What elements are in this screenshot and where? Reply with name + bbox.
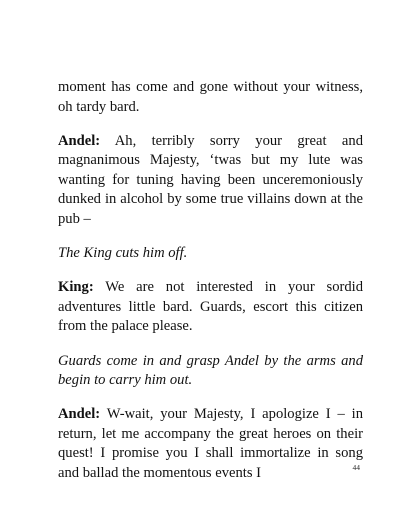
stage-direction-text: Guards come in and grasp Andel by the arms and begin to carry him out. (58, 352, 363, 389)
speaker-name: Andel: (58, 132, 101, 149)
dialogue-text: We are not interested in your sordid adventures little bard. Guards, escort this citizen from the palace please. (58, 279, 363, 335)
speaker-name: Andel: (58, 406, 101, 423)
speaker-name: King: (58, 279, 94, 296)
stage-direction-text: The King cuts him off. (58, 245, 188, 262)
stage-direction (58, 352, 363, 391)
dialogue-text: moment has come and gone without your witness, oh tardy bard. (58, 79, 363, 115)
dialogue-text: W-wait, your Majesty, I apologize I – in return, let me accompany the great heroes on their quest! I promise you I shall immortalize in song and ballad the momentous events I (58, 406, 363, 481)
dialogue-andel-2 (58, 405, 363, 483)
script-page (58, 78, 363, 498)
dialogue-king (58, 278, 363, 337)
page-number: 44 (352, 463, 360, 472)
dialogue-andel-1 (58, 132, 363, 230)
stage-direction (58, 244, 363, 264)
dialogue-text: Ah, terribly sorry your great and magnanimous Majesty, ‘twas but my lute was wanting for tuning having been unceremoniously dunked in alcohol by some true villains down at the pub – (58, 132, 363, 228)
dialogue-continuation (58, 78, 363, 117)
